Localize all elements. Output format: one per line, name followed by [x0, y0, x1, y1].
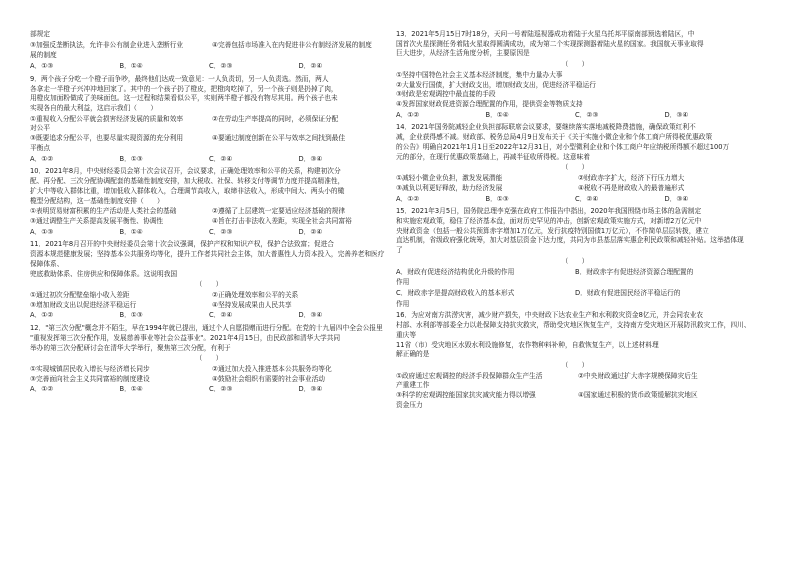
option-tail	[212, 144, 388, 154]
question-text: 10．2021年8月，中央财经委员会第十次会议召开，会议要求，正确处理效率和公平的关系，构建初次分	[30, 167, 341, 176]
option: ②正确处理效率和公平的关系	[212, 290, 299, 299]
answer-c[interactable]: C．②③	[209, 385, 233, 394]
answer-bracket: （ ）	[561, 60, 589, 69]
question-text: 国首次火星探测任务着陆火星取得圆满成功，成为第二个实现探测器着陆火星的国家。我国航天事业取得	[396, 39, 704, 48]
option: ④坚持发展成果由人民共享	[212, 300, 292, 309]
question-text: 解正确的是	[396, 350, 430, 359]
question-text: 各拿走一半橙子兴冲冲地回家了。其中的一个孩子扔了橙皮，把橙肉吃掉了，另一个孩子则是扔掉了肉，	[30, 84, 338, 93]
question-text: 元的部分，在现行优惠政策基础上，再减半征收所得税。这意味着	[396, 152, 590, 161]
options	[396, 372, 754, 411]
option-tail: 资金压力	[396, 400, 423, 409]
answer-b[interactable]: B．①③	[119, 311, 143, 320]
question-text: 部规定	[30, 30, 51, 38]
question-text: 扩大中等收入群体比重，增加低收入群体收入，合理调节高收入，取缔非法收入，形成中间大、两头小的橄	[30, 186, 345, 195]
answer-c[interactable]: C．财政赤字是提高财政收入的基本形式	[396, 288, 515, 297]
answer-d[interactable]: D．③④	[664, 194, 689, 203]
answer-b[interactable]: B．①③	[485, 194, 509, 203]
question-text: 9．两个孩子分吃一个橙子而争吵，最终他们达成一致意见：一人负责切，另一人负责选。然而，两人	[30, 74, 329, 83]
option: ①重视收入分配公平就会损害经济发展的质量和效率	[30, 114, 184, 123]
option: ③增加财政支出以促进经济平稳运行	[30, 300, 137, 309]
answer-b[interactable]: B．①④	[119, 62, 143, 71]
answer-d[interactable]: D．③④	[298, 385, 323, 394]
option: ③科学的宏观调控能国家抗灾减灾能力得以增强	[396, 391, 536, 400]
option: ④要通过制度创新在公平与效率之间找到最佳	[212, 134, 346, 143]
option: ④旨在打击非法收入差距，实现全社会共同富裕	[212, 216, 352, 225]
option: ②在劳动生产率提高的同时，必须保证分配	[212, 114, 339, 123]
left-column	[30, 30, 388, 398]
answer-d[interactable]: D．③④	[664, 110, 689, 119]
answer-choices	[396, 268, 754, 278]
option-tail: 对公平	[30, 124, 51, 133]
option-tail	[578, 381, 754, 391]
answer-bracket: （ ）	[195, 354, 223, 363]
answer-b[interactable]: B．①④	[119, 227, 143, 236]
option-tail: 展的制度	[30, 51, 57, 60]
option: ①减轻小微企业负担，激发发展潜能	[396, 174, 503, 183]
options	[30, 291, 388, 310]
question-text: 配、再分配、三次分配协调配套的基础性制度安排，加大税收、社保、转移支付等调节力度并提高精准性，	[30, 177, 345, 186]
option: ②遵循了上层建筑一定要适应经济基础的规律	[212, 207, 346, 216]
answer-choices	[30, 62, 388, 72]
option-tail: 平衡点	[30, 143, 51, 152]
question-11	[30, 240, 388, 321]
answer-d[interactable]: D．②④	[298, 227, 323, 236]
answer-d[interactable]: D．②④	[298, 62, 323, 71]
answer-a[interactable]: A．①②	[30, 385, 54, 394]
option: ③减负以利更好释放，助力经济发展	[396, 183, 503, 192]
question-text: 实现各自的最大利益，这启示我们（ ）	[30, 104, 158, 113]
question-text: 用橙皮加面粉做成了美味面包。这一过程和结果看似公平，实则两半橙子都没有物尽其用。两个孩子也未	[30, 94, 338, 103]
option-tail	[578, 401, 754, 411]
answer-bracket: （ ）	[561, 361, 589, 369]
answer-b[interactable]: B．①④	[485, 110, 509, 119]
option: ④税收不再是财政收入的最普遍形式	[578, 183, 685, 192]
answer-choices	[30, 228, 388, 238]
option-tail	[212, 124, 388, 134]
question-9	[30, 75, 388, 164]
question-text: 直达机制，省级政府强化统筹，加大对基层资金下达力度，共同为市县基层落实惠企利民政策和减轻补贴。这举措体现	[396, 236, 744, 245]
answer-a[interactable]: A．①②	[30, 154, 54, 163]
answer-a[interactable]: A．①③	[30, 62, 54, 71]
option-tail: 产重建工作	[396, 381, 430, 390]
question-text: 兜底救助体系、住房供应和保障体系。这说明我国	[30, 269, 178, 278]
question-text: 资源本规范健康发展；坚持基本公共服务均等化，提升工作者共同社会主体，加大普惠性人力资本投入，完善养老和医疗保障体系、	[30, 250, 385, 268]
answer-d[interactable]: D．财政有促进国民经济平稳运行的	[575, 288, 681, 297]
question-text: 14．2021年国务院减轻企业负担部际联席会议要求，要继续落实落地减税降费措施，确保政策红利不	[396, 123, 696, 132]
question-13	[396, 30, 754, 120]
option: ①实现城镇居民收入增长与经济增长同步	[30, 365, 150, 373]
option: ①坚持中国特色社会主义基本经济制度，集中力量办大事	[396, 70, 563, 79]
answer-a[interactable]: A．①②	[396, 194, 420, 203]
answer-choices	[396, 289, 754, 299]
answer-c[interactable]: C．②③	[575, 110, 599, 119]
options	[30, 365, 388, 384]
answer-b[interactable]: B．①④	[119, 385, 143, 394]
answer-choices	[396, 111, 754, 121]
answer-a[interactable]: A．财政有促进经济结构优化升级的作用	[396, 267, 515, 276]
option: ②财政赤字扩大，经济下行压力增大	[578, 174, 685, 183]
answer-bracket: （ ）	[195, 280, 223, 289]
option: ④完善包括市场准入在内促进非公有制经济发展的制度	[212, 40, 372, 49]
option: ③加强反垄断执法，允许非公有制企业进入垄断行业	[30, 40, 184, 49]
question-text: 巨大进步，从经济生活角度分析，主要原因是	[396, 49, 530, 58]
answer-bracket: （ ）	[561, 163, 589, 172]
answer-b[interactable]: B．财政赤字有促进经济资源合理配置的	[575, 267, 694, 276]
answer-c[interactable]: C．②④	[209, 154, 233, 163]
question-text: 减，企业获得感不减。财政部、税务总局4月9日发布关于《关于实施小微企业和个体工商户所得税优惠政策	[396, 133, 713, 142]
option: ④国家通过积极的货币政策缓解抗灾地区	[578, 391, 698, 400]
option: ④鼓励社会组织有需要的社会事业活动	[212, 374, 325, 383]
question-text: 央财政资金（包括一般公共预算赤字增加1万亿元，发行抗疫特别国债1万亿元），不作简单层层转拨，建立	[396, 226, 709, 235]
answer-choices	[30, 155, 388, 165]
question-14	[396, 123, 754, 204]
answer-c[interactable]: C．②③	[209, 227, 233, 236]
question-text: 的公告》明确自2021年1月1日至2022年12月31日，对小型微利企业和个体工商户年应纳税所得额不超过100万	[396, 142, 730, 151]
question-text: 13．2021年5月15日7时18分，天问一号着陆巡视器成功着陆于火星乌托邦平原南部预选着陆区，中	[396, 30, 695, 38]
option: ①表明贸易财富积累的生产活动是人类社会的基础	[30, 207, 177, 216]
question-text: 榄型分配结构，这一基础性制度安排（ ）	[30, 196, 164, 205]
question-10	[30, 167, 388, 237]
answer-c[interactable]: C．②④	[209, 311, 233, 320]
option: ①政府通过宏观调控的经济手段保障群众生产生活	[396, 371, 543, 380]
question-text: 16．为应对南方洪涝灾害，减少财产损失，中央财政下达农业生产和水利救灾资金8亿元，并会同农业农	[396, 311, 704, 320]
answer-d[interactable]: D．③④	[298, 154, 323, 163]
answer-a[interactable]: A．①②	[30, 311, 54, 320]
answer-a[interactable]: A．①②	[396, 110, 420, 119]
question-text: 12．"第三次分配"概念并不陌生，早在1994年就已提出，通过个人自愿捐赠而进行分配。在党的十九届四中全会公报里	[30, 324, 383, 333]
right-column	[396, 30, 754, 413]
question-text: 11省（市）受灾地区水毁水利设施修复，农作物种料补种，自救恢复生产，以上述材料理	[396, 340, 659, 349]
question-12	[30, 324, 388, 395]
option: ①通过初次分配壁垒缩小收入差距	[30, 290, 130, 299]
option: ④发挥国家财政促进资源合理配置的作用，提供资金等物质支持	[396, 100, 583, 109]
option: ②大量发行国债，扩大财政支出，增加财政支出，促进经济平稳运行	[396, 80, 596, 89]
options	[30, 41, 388, 51]
answer-choices	[396, 195, 754, 205]
option: ③既要追求分配公平，也要尽量实现资源的充分利用	[30, 134, 184, 143]
question-text: 和实施宏观政策，稳住了经济基本盘，面对历史罕见的冲击，创新宏观政策实施方式，对新增2万亿元中	[396, 216, 702, 225]
question-text: 了	[396, 246, 403, 255]
options	[30, 207, 388, 226]
options	[396, 174, 754, 193]
answer-c[interactable]: C．②③	[209, 62, 233, 71]
answer-d[interactable]: D．③④	[298, 311, 323, 320]
answer-choices	[30, 311, 388, 321]
option: ②通过加大投入推进基本公共服务均等化	[212, 365, 332, 373]
option: ③完善面向社会主义共同富裕的制度建设	[30, 374, 150, 383]
question-text: 11．2021年8月召开的中央财经委员会第十次会议强调，保护产权和知识产权，保护合法致富；促进合	[30, 240, 334, 249]
question-text: "重视发挥第三次分配作用，发展慈善事业等社会公益事业"。2021年4月15日，由民政部和清华大学共同	[30, 333, 341, 342]
option: ③财政是宏观调控中最直接的手段	[396, 90, 496, 99]
question-text: 村部、水利部等部委全力以赴保障支持抗灾救灾，帮助受灾地区恢复生产，支持南方受灾地区开展防汛救灾工作，四川、重庆等	[396, 321, 751, 339]
answer-choices	[30, 385, 388, 395]
question-15	[396, 207, 754, 309]
question-8-tail	[30, 30, 388, 72]
answer-b[interactable]: B．①③	[119, 154, 143, 163]
answer-bracket: （ ）	[561, 256, 589, 265]
question-text: 举办的第三次分配研讨会在清华大学举行，聚焦第三次分配，有利于	[30, 343, 231, 352]
answer-tail: 作用	[396, 299, 410, 308]
question-16	[396, 311, 754, 410]
answer-a[interactable]: A．①③	[30, 227, 54, 236]
option: ②中央财政通过扩大赤字规模保障灾后生	[578, 371, 698, 380]
question-text: 15．2021年3月5日，国务院总理李克强在政府工作报告中指出，2020年我国围绕市场主体的急需制定	[396, 207, 702, 216]
option: ③通过调整生产关系提高发展平衡性、协调性	[30, 216, 164, 225]
answer-c[interactable]: C．②④	[575, 194, 599, 203]
options	[30, 115, 388, 154]
answer-tail: 作用	[396, 278, 410, 287]
